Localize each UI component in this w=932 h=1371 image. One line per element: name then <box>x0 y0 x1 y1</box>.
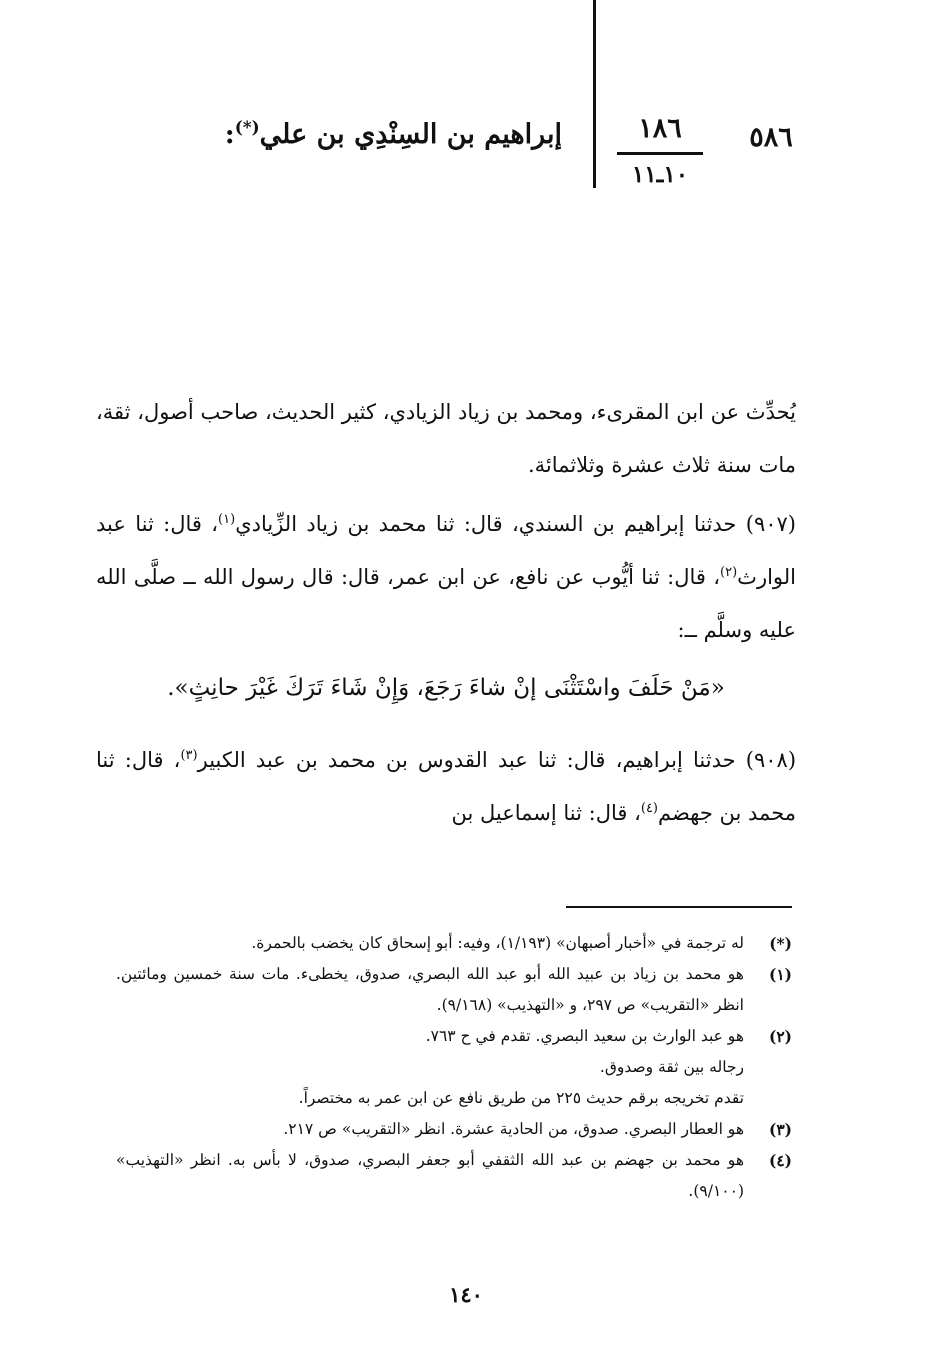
footnote-text: هو محمد بن جهضم بن عبد الله الثقفي أبو جعفر البصري، صدوق، لا بأس به. انظر «التهذيب» (٩/١٠٠). <box>116 1151 744 1200</box>
footnote-text: هو عبد الوارث بن سعيد البصري. تقدم في ح ٧٦٣. <box>425 1027 744 1045</box>
footnote-star <box>116 928 792 959</box>
p2-seg2: ، قال: ثنا عبد الوارث <box>96 512 796 589</box>
footnote-mark: (٤) <box>768 1151 792 1170</box>
footnote-text: هو محمد بن زياد بن عبيد الله أبو عبد الله البصري، صدوق، يخطىء. مات سنة خمسين ومائتين. انظر «التقريب» ص ٢٩٧، و «التهذيب» (٩/١٦٨). <box>116 965 744 1014</box>
p3-seg2: ، قال: ثنا محمد بن جهضم <box>96 748 796 825</box>
page-number: ١٤٠ <box>449 1282 483 1307</box>
p3-seg1: (٩٠٨) حدثنا إبراهيم، قال: ثنا عبد القدوس بن محمد بن عبد الكبير <box>197 748 797 772</box>
paragraph-hadith-908 <box>96 734 796 840</box>
title-footnote-mark: (*) <box>234 118 260 138</box>
footnote-text: هو العطار البصري. صدوق، من الحادية عشرة. انظر «التقريب» ص ٢١٧. <box>283 1120 744 1138</box>
title-text: إبراهيم بن السِنْدِي بن علي <box>259 119 562 150</box>
entry-fraction <box>612 112 708 189</box>
footnote-ref-1: (١) <box>218 512 236 527</box>
footnote-4 <box>116 1145 792 1207</box>
footnote-2 <box>116 1021 792 1052</box>
footnote-2-line-2: رجاله بين ثقة وصدوق. <box>599 1058 744 1076</box>
footnote-ref-3: (٣) <box>180 748 198 763</box>
footnote-1 <box>116 959 792 1021</box>
footnote-2-line-3: تقدم تخريجه برقم حديث ٢٢٥ من طريق نافع عن ابن عمر به مختصراً. <box>298 1089 744 1107</box>
footnote-mark: (٣) <box>768 1120 792 1139</box>
footnotes <box>116 928 792 1207</box>
p2-seg1: (٩٠٧) حدثنا إبراهيم بن السندي، قال: ثنا محمد بن زياد الزِّيادي <box>235 512 796 536</box>
footnote-separator <box>566 906 792 908</box>
fraction-bottom: ١٠ـ١١ <box>631 161 689 188</box>
paragraph-biography: يُحدِّث عن ابن المقرىء، ومحمد بن زياد الزيادي، كثير الحديث، صاحب أصول، ثقة، مات سنة ثلاث عشرة وثلاثمائة. <box>96 400 796 477</box>
hadith-text: «مَنْ حَلَفَ واسْتَثْنَى إنْ شاءَ رَجَعَ، وَإِنْ شَاءَ تَرَكَ غَيْرَ حانِثٍ». <box>167 675 725 701</box>
header-divider <box>593 0 596 188</box>
p3-seg3: ، قال: ثنا إسماعيل بن <box>451 801 641 825</box>
footnote-text: له ترجمة في «أخبار أصبهان» (١/١٩٣)، وفيه: أبو إسحاق كان يخضب بالحمرة. <box>251 934 744 952</box>
p2-seg3: ، قال: ثنا أيُّوب عن نافع، عن ابن عمر، قال: قال رسول الله ــ صلَّى الله عليه وسلَّم ــ: <box>96 565 796 642</box>
title-suffix: : <box>224 119 235 150</box>
footnote-ref-4: (٤) <box>640 801 658 816</box>
fraction-top: ١٨٦ <box>638 113 682 144</box>
paragraph-hadith-907 <box>96 498 796 657</box>
footnote-mark: (*) <box>769 934 792 953</box>
footnote-mark: (١) <box>768 965 792 984</box>
entry-number: ٥٨٦ <box>749 122 793 153</box>
footnote-ref-2: (٢) <box>720 565 738 580</box>
footnote-3 <box>116 1114 792 1145</box>
fraction-bar <box>617 152 703 155</box>
footnote-mark: (٢) <box>768 1027 792 1046</box>
entry-title <box>225 118 562 150</box>
